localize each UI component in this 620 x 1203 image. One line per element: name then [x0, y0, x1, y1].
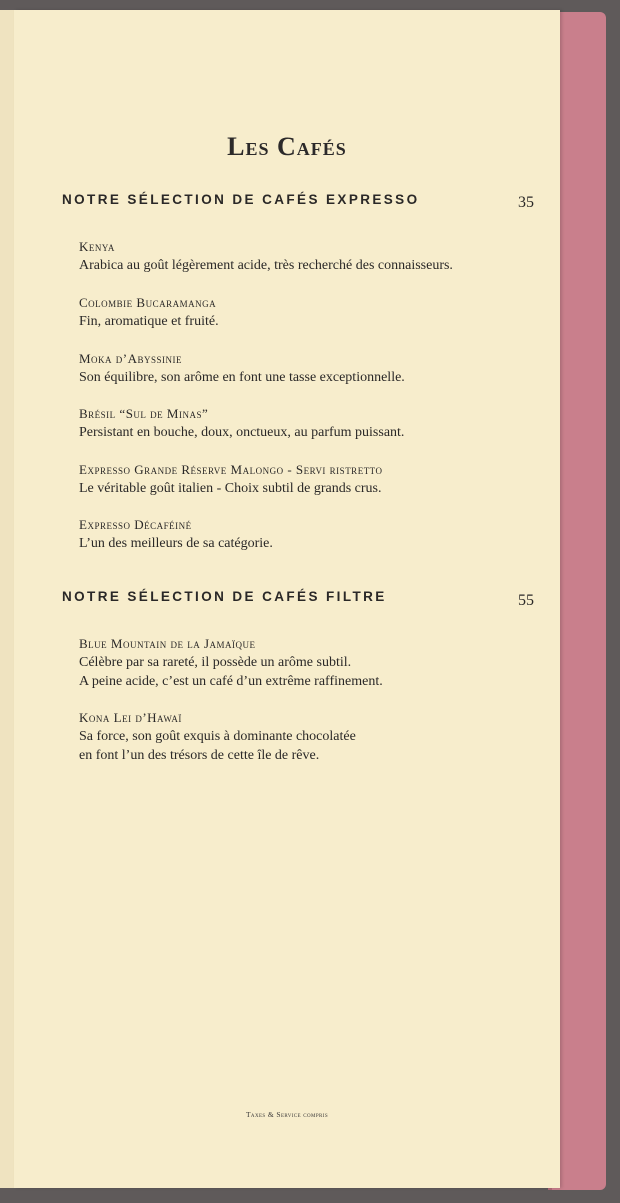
- item-description: A peine acide, c’est un café d’un extrême raffinement.: [79, 674, 383, 689]
- item-name: Blue Mountain de la Jamaïque: [79, 636, 256, 651]
- item-name: Kona Lei d’Hawaï: [79, 710, 182, 725]
- section-price-expresso: 35: [518, 194, 534, 211]
- footer-note: Taxes & Service compris: [245, 1110, 329, 1119]
- menu-item: [79, 294, 539, 331]
- menu-item: [79, 635, 539, 691]
- menu-item: [79, 709, 539, 765]
- previous-page-edge: [0, 10, 15, 1188]
- menu-page: [14, 10, 560, 1188]
- item-description: Son équilibre, son arôme en font une tasse exceptionnelle.: [79, 370, 405, 385]
- item-name: Colombie Bucaramanga: [79, 295, 217, 310]
- section-heading-filtre: NOTRE SÉLECTION DE CAFÉS FILTRE: [62, 589, 387, 604]
- item-description: Célèbre par sa rareté, il possède un arôme subtil.: [79, 655, 352, 670]
- item-name: Expresso Grande Réserve Malongo - Servi ristretto: [79, 462, 383, 477]
- item-name: Brésil “Sul de Minas”: [79, 406, 209, 421]
- item-description: Arabica au goût légèrement acide, très recherché des connaisseurs.: [79, 258, 453, 273]
- menu-item: [79, 461, 539, 498]
- item-description: Fin, aromatique et fruité.: [79, 314, 219, 329]
- item-name: Expresso Décaféiné: [79, 517, 192, 532]
- menu-item: [79, 405, 539, 442]
- item-name: Kenya: [79, 239, 115, 254]
- page-title: Les Cafés: [227, 132, 347, 161]
- item-description: Persistant en bouche, doux, onctueux, au parfum puissant.: [79, 425, 405, 440]
- section-price-filtre: 55: [518, 592, 534, 609]
- item-description: en font l’un des trésors de cette île de rêve.: [79, 748, 320, 763]
- item-description: Le véritable goût italien - Choix subtil de grands crus.: [79, 481, 382, 496]
- item-description: Sa force, son goût exquis à dominante chocolatée: [79, 729, 356, 744]
- menu-item: [79, 350, 539, 387]
- menu-item: [79, 238, 539, 275]
- item-name: Moka d’Abyssinie: [79, 351, 183, 366]
- section-heading-expresso: NOTRE SÉLECTION DE CAFÉS EXPRESSO: [62, 192, 420, 207]
- menu-item: [79, 516, 539, 553]
- item-description: L’un des meilleurs de sa catégorie.: [79, 536, 273, 551]
